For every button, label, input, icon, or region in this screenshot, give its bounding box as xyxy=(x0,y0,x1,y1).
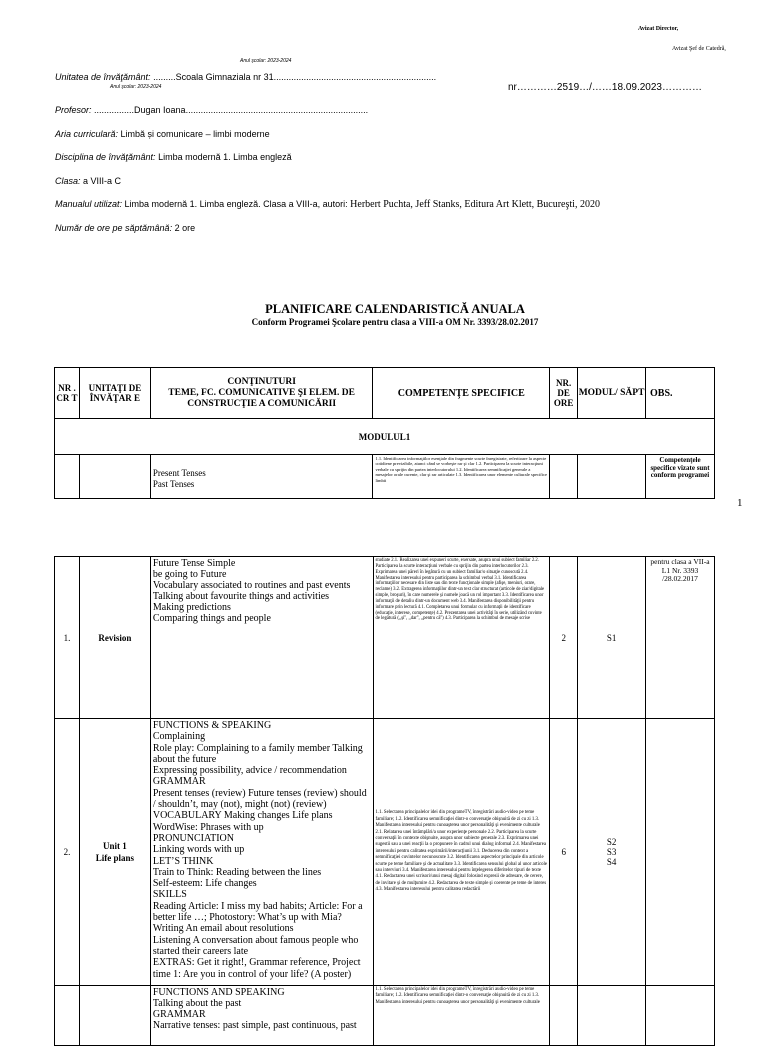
school-year-top: Anul şcolar: 2023-2024 xyxy=(240,58,292,64)
header-week: MODUL/ SĂPT xyxy=(578,368,646,419)
row3-content-line: FUNCTIONS AND SPEAKING xyxy=(152,987,285,998)
row2-unit xyxy=(79,719,150,986)
row3-content-line: Narrative tenses: past simple, past continuous, past xyxy=(152,1020,357,1031)
row2-content-line: Expressing possibility, advice / recommendation xyxy=(152,765,347,777)
row0-unit xyxy=(79,455,150,499)
area-label: Aria curriculară: xyxy=(55,129,119,139)
row1-content-line: be going to Future xyxy=(152,569,227,580)
row0-content-line: Past Tenses xyxy=(152,479,195,489)
manual-value: Limba modernă 1. Limba engleză. Clasa a VIII-a, autori: xyxy=(122,199,351,209)
row1-content xyxy=(150,557,373,719)
unit-value: .........Scoala Gimnaziala nr 31................................................................. xyxy=(150,72,437,82)
row2-unit-line: Unit 1 xyxy=(103,841,127,851)
row2-week: S3 xyxy=(606,847,617,857)
row0-competences: 1.1. Identificarea informaţiilor esenţiale din fragmente scurte înregistrate, referitoare la aspecte cotidiene previzibile, atunci când se vorbeşte rar şi clar 1.2. Participarea la scurte interacţiuni verbale cu sprijin din partea interlocutorului 1.2. Identificarea semnificaţiei generale a mesajelor orale curente, clar şi rar articulate 1.3. Identificarea unor elemente culturale specifice limbii xyxy=(373,455,550,499)
header-unit: UNITAŢI DE ÎNVĂŢAR E xyxy=(79,368,150,419)
page-title: PLANIFICARE CALENDARISTICĂ ANUALA xyxy=(265,302,525,316)
row2-content-line: Writing An email about resolutions xyxy=(152,923,294,935)
unit-label: Unitatea de învăţământ: xyxy=(55,72,151,82)
class-value: a VIII-a C xyxy=(80,176,122,186)
table-row xyxy=(55,719,715,986)
header-competences: COMPETENŢE SPECIFICE xyxy=(373,368,550,419)
row2-weeks xyxy=(578,719,646,986)
row2-content-line: Present tenses (review) Future tenses (review) should / shouldn’t, may (not), might (not) (review) xyxy=(152,787,367,811)
row2-unit-line: Life plans xyxy=(95,853,135,863)
row1-hours: 2 xyxy=(550,557,578,719)
row0-obs: Competenţele specifice vizate sunt conform programei xyxy=(646,455,715,499)
unit-line xyxy=(55,72,436,82)
planning-table-continued xyxy=(54,556,715,1046)
header-nr: NR . CR T xyxy=(55,368,80,419)
school-year-mid: Anul şcolar: 2023-2024 xyxy=(110,84,162,90)
discipline-label: Disciplina de învăţământ: xyxy=(55,152,156,162)
row2-obs xyxy=(646,719,715,986)
row1-unit: Revision xyxy=(79,557,150,719)
module-label: MODULUL1 xyxy=(55,419,715,455)
row2-content-line: WordWise: Phrases with up xyxy=(152,821,264,833)
row2-content-line: Reading Article: I miss my bad habits; Article: For a better life …; Photostory: What’s up with Mia? xyxy=(152,900,363,924)
row0-content-line: Present Tenses xyxy=(152,468,206,478)
row1-week: S1 xyxy=(578,557,646,719)
row3-week xyxy=(578,986,646,1046)
row2-content-line: FUNCTIONS & SPEAKING xyxy=(152,720,272,731)
row3-content xyxy=(150,986,373,1046)
row2-content-line: VOCABULARY Making changes Life plans xyxy=(152,810,333,822)
teacher-label: Profesor: xyxy=(55,105,92,115)
hours-value: 2 ore xyxy=(172,223,196,233)
row0-nr xyxy=(55,455,80,499)
row0-hours xyxy=(550,455,578,499)
row1-content-line: Making predictions xyxy=(152,602,231,613)
row1-nr: 1. xyxy=(55,557,80,719)
row2-content-line: SKILLS xyxy=(152,889,187,901)
hours-line xyxy=(55,223,195,233)
row2-content-line: Listening A conversation about famous people who started their careers late xyxy=(152,934,359,957)
row2-content-line: EXTRAS: Get it right!, Grammar reference, Project time 1: Are you in control of your life? (A poster) xyxy=(152,957,361,980)
registration-number: nr…………2519…/……18.09.2023………… xyxy=(508,82,702,93)
teacher-value: ................Dugan Ioana......................................................................... xyxy=(91,105,369,115)
discipline-line xyxy=(55,152,292,162)
header-hours: NR. DE ORE xyxy=(550,368,578,419)
discipline-value: Limba modernă 1. Limba engleză xyxy=(155,152,292,162)
header-content-sub: TEME, FC. COMUNICATIVE ŞI ELEM. DE CONSTRUCŢIE A COMUNICĂRII xyxy=(168,387,355,409)
row2-content-line: Linking words with up xyxy=(152,844,245,856)
head-approval: Avizat Şef de Catedră, xyxy=(672,46,726,52)
row2-competences: 1.1. Selectarea principalelor idei din programeTV, înregistrări audio-video pe teme familiare; 1.2. Identificarea semnificaţiei dintr-o conversaţie obişnuită de zi cu zi 1.3. Manifestarea interesului pentru cunoaşterea unor personalităţi şi evenimente culturale 2.1. Relatarea unei întâmplări/a unor experienţe personale 2.2. Participarea la scurte conversaţii în contexte obişnuite, asupra unor subiecte generale 2.3. Exprimarea unei sugestii sau a unei reacţii la o propunere în cadrul unui dialog informal 2.4. Manifestarea interesului pentru calitatea exprimării/interacţiunii 3.1. Deducerea din context a semnificaţiei cuvintelor necunoscute 3.2. Identificarea aspectelor principale din articole scurte pe teme familiare şi de actualitate 3.3. Identificarea sensului global al unor articole sau interviuri 3.4. Manifestarea interesului pentru înţelegerea diferitelor tipuri de texte 4.1. Redactarea unei scrisori/unui mesaj digital folosind expresii de adresare, de cerere, de invitare şi de mulţumire 4.2. Redactarea de texte simple şi coerente pe teme de interes 4.3. Manifestarea interesului pentru calitatea redactării xyxy=(373,719,550,986)
row2-content xyxy=(150,719,373,986)
row3-content-line: GRAMMAR xyxy=(152,1009,206,1020)
row0-content xyxy=(150,455,373,499)
area-line xyxy=(55,129,270,139)
row2-content-line: Self-esteem: Life changes xyxy=(152,878,257,890)
table-row xyxy=(55,557,715,719)
row1-content-line: Talking about favourite things and activities xyxy=(152,591,330,602)
class-label: Clasa: xyxy=(55,176,81,186)
row3-unit xyxy=(79,986,150,1046)
module-row xyxy=(55,419,715,455)
row2-content-line: Role play: Complaining to a family member Talking about the future xyxy=(152,742,363,765)
teacher-line xyxy=(55,105,368,115)
row2-week: S2 xyxy=(606,837,617,847)
row2-week: S4 xyxy=(606,857,617,867)
row1-obs: pentru clasa a VII-a L1 Nr. 3393 /28.02.2017 xyxy=(646,557,715,719)
row1-content-line: Future Tense Simple xyxy=(152,558,236,569)
row1-competences: studiate 2.1. Realizarea unei expuneri scurte, exersate, asupra unui subiect familiar 2.2. Participarea la scurte interacţiuni verbale cu sprijin din partea interlocutorilor 2.3. Exprimarea unei păreri în legătură cu un subiect familiar/o situaţie cunoscută 2.4. Manifestarea interesului pentru participarea la schimbul verbal 3.1. Identificarea informaţiilor necesare din liste sau din texte funcţionale simple (afişe, meniuri, orare, reclame) 3.2. Extragerea informaţiilor dintr-un text clar structurat (articole de ziar/digitale simple, broşuri), în care numerele şi numele joacă un rol important 3.3. Identificarea unor informaţii de detaliu dintr-un document web 3.4. Manifestarea disponibilităţii pentru informare prin lectură 4.1. Completarea unui formular cu informaţii de identificare (educaţie, interese, competenţe) 4.2. Prezentarea unei activităţi în serie, utilizând cuvinte de legătură (,,şi'', ,,dar'', ,,pentru că'') 4.3. Participarea la schimbul de mesaje scrise xyxy=(373,557,550,719)
row3-hours xyxy=(550,986,578,1046)
row1-content-line: Vocabulary associated to routines and past events xyxy=(152,580,351,591)
page-subtitle: Conform Programei Şcolare pentru clasa a VIII-a OM Nr. 3393/28.02.2017 xyxy=(251,317,539,327)
manual-authors: Herbert Puchta, Jeff Stanks, Editura Art Klett, Bucureşti, 2020 xyxy=(350,199,600,210)
manual-line xyxy=(55,199,600,210)
row3-competences: 1.1. Selectarea principalelor idei din programeTV, înregistrări audio-video pe teme familiare; 1.2. Identificarea semnificaţiei dintr-o conversaţie obişnuită de zi cu zi 1.3. Manifestarea interesului pentru cunoaşterea unor personalităţi şi evenimente culturale xyxy=(373,986,550,1046)
row1-content-line: Comparing things and people xyxy=(152,613,271,624)
planning-table xyxy=(54,367,715,499)
director-approval: Avizat Director, xyxy=(638,26,679,32)
table-header-row xyxy=(55,368,715,419)
row2-content-line: Train to Think: Reading between the lines xyxy=(152,866,322,878)
row2-content-line: Complaining xyxy=(152,731,206,743)
header-obs: OBS. xyxy=(646,368,715,419)
hours-label: Număr de ore pe săptămână: xyxy=(55,223,173,233)
class-line xyxy=(55,176,121,186)
manual-label: Manualul utilizat: xyxy=(55,199,123,209)
area-value: Limbă și comunicare – limbi moderne xyxy=(118,129,270,139)
row2-hours: 6 xyxy=(550,719,578,986)
header-content xyxy=(150,368,373,419)
row2-content-line: PRONUNCIATION xyxy=(152,832,234,844)
row3-nr xyxy=(55,986,80,1046)
table-row xyxy=(55,986,715,1046)
row2-nr: 2. xyxy=(55,719,80,986)
row2-content-line: GRAMMAR xyxy=(152,776,206,788)
row2-content-line: LET’S THINK xyxy=(152,855,214,867)
row0-week xyxy=(578,455,646,499)
row3-content-line: Talking about the past xyxy=(152,998,242,1009)
page-number: 1 xyxy=(737,497,743,509)
header-content-title: CONŢINUTURI xyxy=(227,376,296,387)
row3-obs xyxy=(646,986,715,1046)
table-row xyxy=(55,455,715,499)
